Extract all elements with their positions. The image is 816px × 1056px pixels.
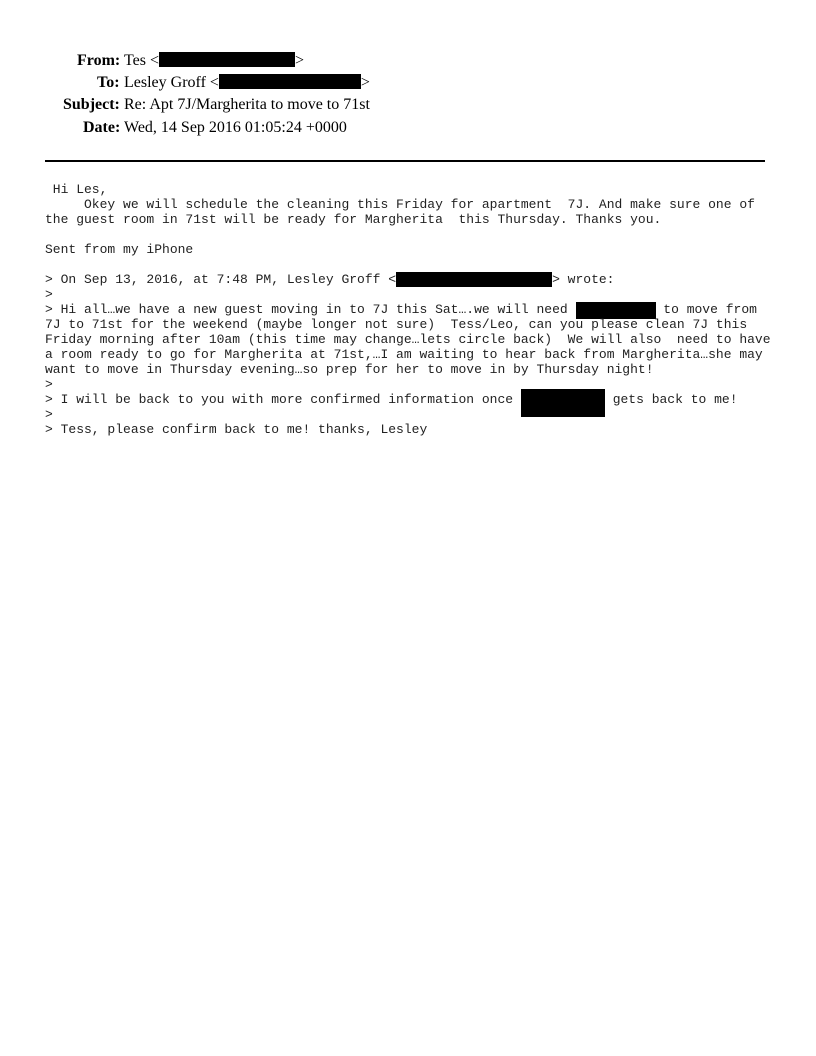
quote-line: Friday morning after 10am (this time may change…lets circle back) We will also need to have: [45, 332, 771, 347]
quote-line: >: [45, 407, 53, 422]
quote-text: > I will be back to you with more confirmed information once: [45, 392, 521, 407]
from-label: From:: [77, 52, 121, 69]
subject-row: [0, 96, 500, 116]
from-row: [0, 52, 500, 72]
from-value: [124, 52, 304, 70]
header-divider: [45, 160, 765, 162]
quote-header-text: > On Sep 13, 2016, at 7:48 PM, Lesley Groff <: [45, 272, 397, 287]
quote-line: > Tess, please confirm back to me! thanks, Lesley: [45, 422, 428, 437]
quote-header-suffix: > wrote:: [552, 272, 615, 287]
redaction-block: [396, 272, 552, 287]
date-label: Date:: [83, 119, 121, 136]
signature-line: Sent from my iPhone: [45, 242, 194, 257]
from-name: Tes <: [124, 52, 160, 69]
to-name: Lesley Groff <: [124, 74, 219, 91]
greeting: Hi Les,: [45, 182, 108, 197]
subject-value: Re: Apt 7J/Margherita to move to 71st: [124, 96, 370, 113]
quote-line: [45, 302, 757, 317]
quote-text: gets back to me!: [604, 392, 738, 407]
redaction-block: [219, 74, 361, 89]
quote-text: to move from: [655, 302, 757, 317]
body-line: the guest room in 71st will be ready for Margherita this Thursday. Thanks you.: [45, 212, 662, 227]
quote-line: 7J to 71st for the weekend (maybe longer not sure) Tess/Leo, can you please clean 7J this: [45, 317, 748, 332]
from-close: >: [295, 52, 305, 69]
quote-line: >: [45, 377, 53, 392]
body-line: Okey we will schedule the cleaning this Friday for apartment 7J. And make sure one of: [45, 197, 755, 212]
redaction-block: [521, 389, 605, 417]
quote-text: > Hi all…we have a new guest moving in to 7J this Sat….we will need: [45, 302, 576, 317]
to-row: [0, 74, 500, 94]
subject-label: Subject:: [63, 96, 120, 113]
quote-header: [45, 272, 614, 287]
to-label: To:: [97, 74, 120, 91]
quote-line: a room ready to go for Margherita at 71st,…I am waiting to hear back from Margherita…she may: [45, 347, 763, 362]
redaction-block: [159, 52, 295, 67]
quote-line: want to move in Thursday evening…so prep for her to move in by Thursday night!: [45, 362, 654, 377]
date-row: [0, 119, 500, 139]
to-close: >: [360, 74, 370, 91]
quote-line: [45, 392, 738, 407]
to-value: [124, 74, 370, 92]
date-value: Wed, 14 Sep 2016 01:05:24 +0000: [124, 119, 347, 136]
quote-line: >: [45, 287, 53, 302]
